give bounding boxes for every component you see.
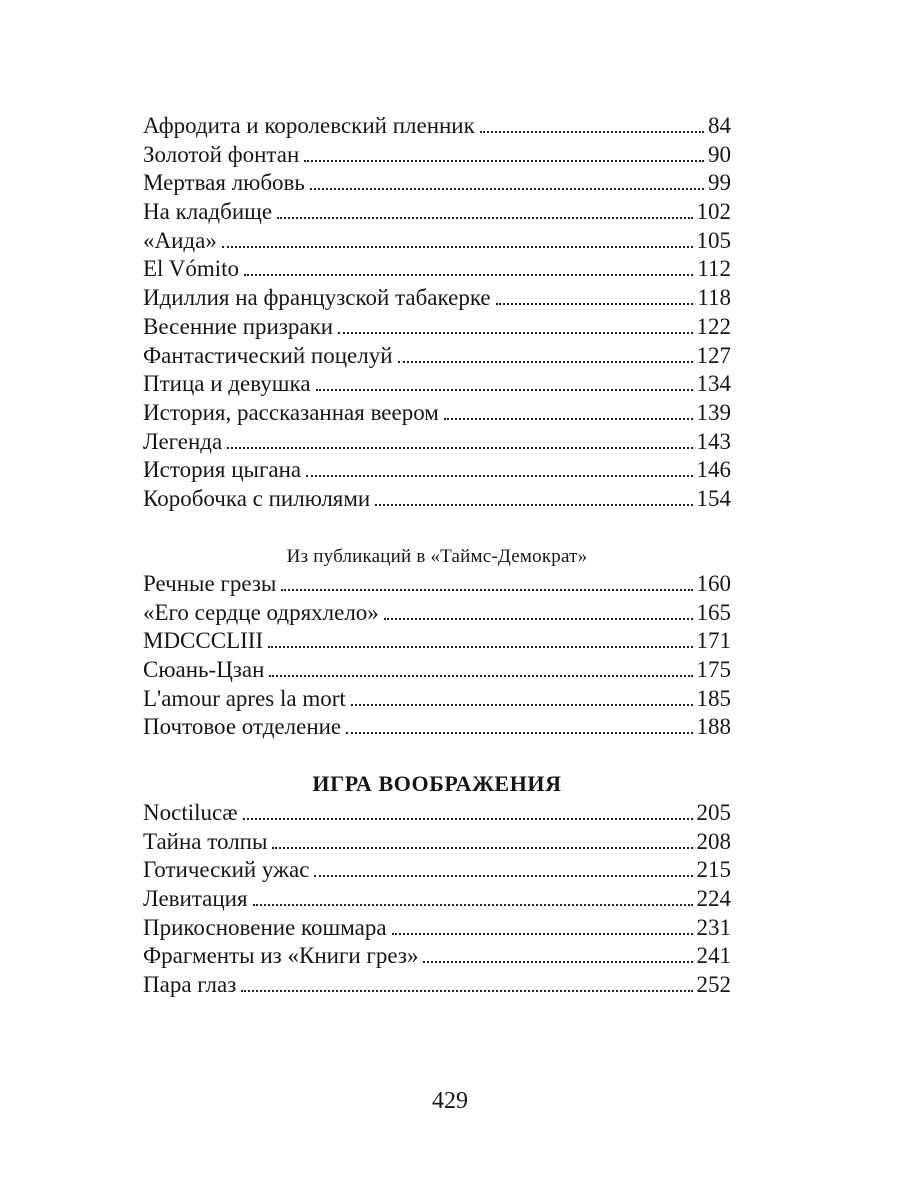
toc-entry-page: 185	[696, 685, 731, 711]
toc-list-part1	[143, 112, 731, 514]
dot-leader	[346, 732, 692, 734]
toc-entry-page: 112	[697, 256, 731, 282]
toc-entry-title: Легенда	[143, 428, 223, 454]
toc-entry-title: Прикосновение кошмара	[143, 914, 387, 940]
dot-leader	[375, 504, 692, 506]
toc-entry-page: 215	[696, 857, 731, 883]
toc-entry-page: 175	[696, 657, 731, 683]
toc-entry	[143, 456, 731, 485]
dot-leader	[222, 246, 693, 248]
toc-entry	[143, 885, 731, 914]
dot-leader	[496, 303, 694, 305]
toc-entry-page: 205	[696, 800, 731, 825]
toc-entry-page: 127	[696, 342, 731, 368]
toc-entry-title: История, рассказанная веером	[143, 399, 439, 425]
dot-leader	[314, 875, 692, 877]
toc-entry-page: 171	[696, 628, 731, 654]
toc-entry-title: Мертвая любовь	[143, 170, 305, 196]
page-number: 429	[432, 1088, 468, 1114]
dot-leader	[310, 188, 704, 190]
toc-entry	[143, 141, 731, 170]
toc-entry-page: 90	[708, 141, 731, 167]
dot-leader	[268, 646, 692, 648]
toc-entry-title: Речные грезы	[143, 571, 277, 596]
dot-leader	[243, 818, 693, 820]
dot-leader	[272, 847, 692, 849]
toc-entry-page: 139	[696, 399, 731, 425]
toc-entry	[143, 313, 731, 342]
toc-entry-page: 146	[696, 457, 731, 483]
dot-leader	[316, 389, 693, 391]
toc-list-part3	[143, 799, 731, 1000]
dot-leader	[244, 274, 693, 276]
toc-entry	[143, 971, 731, 1000]
toc-entry	[143, 198, 731, 227]
dot-leader	[227, 447, 692, 449]
toc-entry	[143, 428, 731, 457]
toc-entry-page: 84	[708, 113, 731, 138]
toc-entry-title: Левитация	[143, 886, 248, 912]
toc-entry-page: 252	[696, 972, 731, 998]
toc-entry-title: Коробочка с пилюлями	[143, 485, 371, 511]
collection-subheading: Из публикаций в «Таймс-Демократ»	[286, 546, 588, 567]
dot-leader	[306, 475, 692, 477]
toc-entry	[143, 799, 731, 828]
dot-leader	[351, 704, 693, 706]
dot-leader	[281, 589, 692, 591]
dot-leader	[480, 131, 704, 133]
section-heading: ИГРА ВООБРАЖЕНИЯ	[312, 771, 562, 796]
toc-entry-title: Афродита и королевский пленник	[143, 113, 475, 138]
toc-entry-page: 231	[696, 914, 731, 940]
toc-entry	[143, 399, 731, 428]
toc-entry-page: 143	[696, 428, 731, 454]
toc-entry	[143, 713, 731, 742]
toc-entry-page: 208	[696, 828, 731, 854]
toc-entry	[143, 685, 731, 714]
toc-entry-title: «Его сердце одряхлело»	[143, 599, 379, 625]
toc-entry	[143, 942, 731, 971]
toc-entry	[143, 828, 731, 857]
dot-leader	[277, 217, 692, 219]
toc-entry-title: История цыгана	[143, 457, 302, 483]
dot-leader	[338, 332, 692, 334]
dot-leader	[392, 933, 693, 935]
toc-entry-page: 118	[697, 285, 731, 311]
dot-leader	[253, 904, 693, 906]
toc-entry-title: Сюань-Цзан	[143, 657, 265, 683]
toc-entry-page: 224	[696, 886, 731, 912]
dot-leader	[398, 361, 693, 363]
toc-entry	[143, 914, 731, 943]
toc-entry-title: Тайна толпы	[143, 828, 268, 854]
toc-entry-title: Золотой фонтан	[143, 141, 300, 167]
toc-entry	[143, 570, 731, 599]
toc-entry-page: 99	[708, 170, 731, 196]
toc-entry-page: 122	[696, 313, 731, 339]
dot-leader	[241, 990, 692, 992]
toc-entry-page: 165	[696, 599, 731, 625]
toc-list-part2	[143, 570, 731, 742]
toc-entry-title: Почтовое отделение	[143, 714, 342, 740]
toc-entry-title: Фрагменты из «Книги грез»	[143, 943, 419, 969]
toc-entry-title: Noctilucæ	[143, 800, 238, 825]
toc-entry	[143, 227, 731, 256]
toc-entry	[143, 370, 731, 399]
dot-leader	[444, 418, 693, 420]
toc-entry	[143, 485, 731, 514]
toc-entry-page: 160	[696, 571, 731, 596]
dot-leader	[269, 675, 692, 677]
toc-entry-title: Птица и девушка	[143, 371, 311, 397]
toc-entry-title: L'amour apres la mort	[143, 685, 346, 711]
dot-leader	[423, 961, 692, 963]
toc-entry	[143, 284, 731, 313]
toc-entry	[143, 599, 731, 628]
toc-entry-title: El Vómito	[143, 256, 240, 282]
toc-entry	[143, 627, 731, 656]
toc-entry-title: MDCCCLIII	[143, 628, 264, 654]
toc-entry-page: 134	[696, 371, 731, 397]
toc-entry	[143, 856, 731, 885]
toc-entry	[143, 656, 731, 685]
dot-leader	[304, 160, 704, 162]
toc-entry-title: Фантастический поцелуй	[143, 342, 393, 368]
toc-entry-page: 105	[696, 227, 731, 253]
toc-entry	[143, 112, 731, 141]
toc-entry-title: Весенние призраки	[143, 313, 334, 339]
toc-entry-page: 154	[696, 485, 731, 511]
toc-entry-title: Пара глаз	[143, 972, 237, 998]
toc-entry-title: Идиллия на французской табакерке	[143, 285, 491, 311]
toc-entry-page: 188	[696, 714, 731, 740]
toc-entry-title: Готический ужас	[143, 857, 310, 883]
toc-entry	[143, 255, 731, 284]
toc-entry-title: На кладбище	[143, 199, 273, 225]
toc-entry	[143, 169, 731, 198]
toc-entry	[143, 342, 731, 371]
toc-entry-title: «Аида»	[143, 227, 217, 253]
dot-leader	[384, 618, 693, 620]
toc-entry-page: 241	[696, 943, 731, 969]
toc-entry-page: 102	[696, 199, 731, 225]
